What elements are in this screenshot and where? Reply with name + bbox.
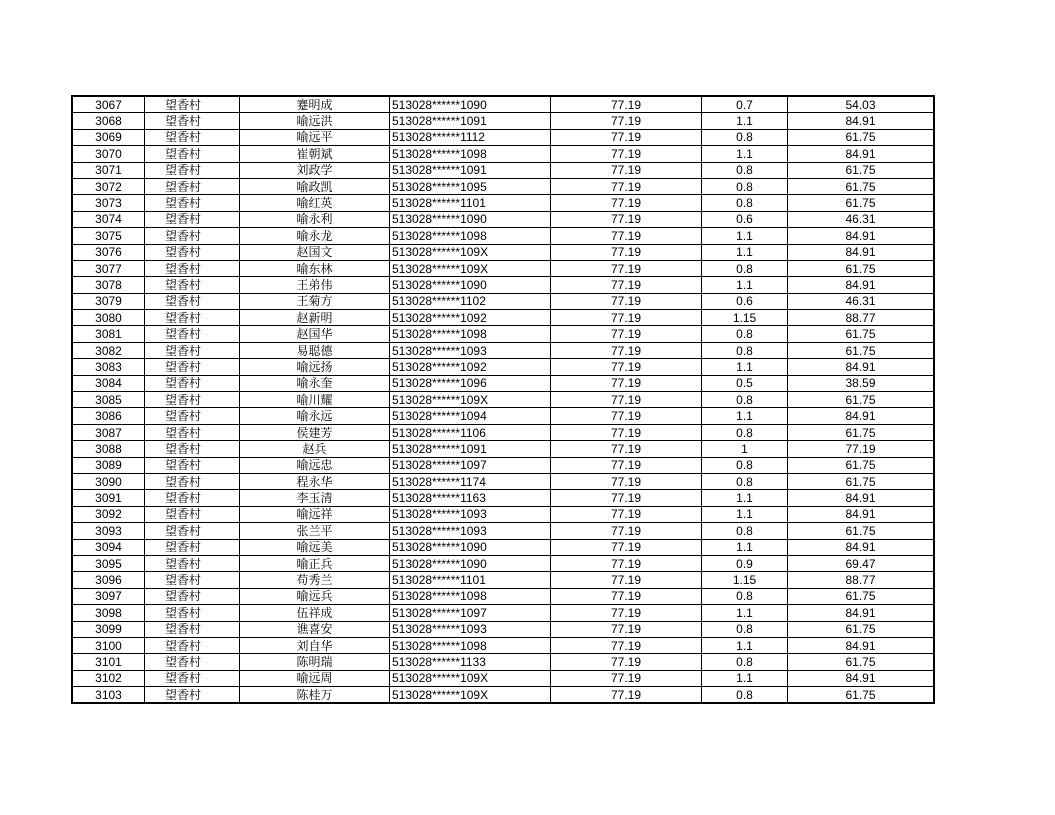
cell-coefficient: 0.8 xyxy=(702,178,788,194)
cell-person-name: 陈明瑞 xyxy=(240,654,390,670)
cell-subsidy-amount: 61.75 xyxy=(788,654,935,670)
cell-person-name: 蹇明成 xyxy=(240,96,390,113)
cell-subsidy-amount: 84.91 xyxy=(788,228,935,244)
table-row xyxy=(72,211,934,227)
table-row xyxy=(72,572,934,588)
table-row xyxy=(72,113,934,129)
cell-subsidy-amount: 61.75 xyxy=(788,473,935,489)
table-row xyxy=(72,195,934,211)
cell-village: 望香村 xyxy=(145,129,240,145)
table-row xyxy=(72,441,934,457)
cell-person-name: 喻远扬 xyxy=(240,359,390,375)
table-row xyxy=(72,293,934,309)
cell-serial-number: 3080 xyxy=(72,310,145,326)
cell-subsidy-amount: 61.75 xyxy=(788,392,935,408)
cell-subsidy-amount: 61.75 xyxy=(788,195,935,211)
cell-subsidy-amount: 61.75 xyxy=(788,326,935,342)
cell-serial-number: 3081 xyxy=(72,326,145,342)
cell-subsidy-amount: 61.75 xyxy=(788,424,935,440)
cell-base-amount: 77.19 xyxy=(551,572,702,588)
cell-id-number: 513028******109X xyxy=(390,670,551,686)
table-row xyxy=(72,146,934,162)
table-row xyxy=(72,408,934,424)
cell-subsidy-amount: 84.91 xyxy=(788,113,935,129)
cell-village: 望香村 xyxy=(145,392,240,408)
cell-serial-number: 3079 xyxy=(72,293,145,309)
cell-id-number: 513028******1093 xyxy=(390,506,551,522)
cell-subsidy-amount: 61.75 xyxy=(788,162,935,178)
cell-base-amount: 77.19 xyxy=(551,178,702,194)
cell-serial-number: 3089 xyxy=(72,457,145,473)
cell-serial-number: 3100 xyxy=(72,637,145,653)
cell-coefficient: 1 xyxy=(702,441,788,457)
cell-person-name: 喻正兵 xyxy=(240,555,390,571)
cell-id-number: 513028******1090 xyxy=(390,539,551,555)
cell-subsidy-amount: 84.91 xyxy=(788,244,935,260)
cell-serial-number: 3093 xyxy=(72,523,145,539)
cell-id-number: 513028******1101 xyxy=(390,195,551,211)
table-row xyxy=(72,687,934,704)
cell-village: 望香村 xyxy=(145,605,240,621)
table-row xyxy=(72,473,934,489)
cell-base-amount: 77.19 xyxy=(551,605,702,621)
table-row xyxy=(72,555,934,571)
cell-id-number: 513028******1091 xyxy=(390,441,551,457)
cell-coefficient: 1.1 xyxy=(702,146,788,162)
cell-subsidy-amount: 84.91 xyxy=(788,539,935,555)
cell-serial-number: 3071 xyxy=(72,162,145,178)
cell-village: 望香村 xyxy=(145,654,240,670)
cell-id-number: 513028******1101 xyxy=(390,572,551,588)
cell-coefficient: 0.8 xyxy=(702,326,788,342)
cell-village: 望香村 xyxy=(145,260,240,276)
cell-base-amount: 77.19 xyxy=(551,375,702,391)
table-body xyxy=(72,96,934,703)
cell-base-amount: 77.19 xyxy=(551,342,702,358)
cell-base-amount: 77.19 xyxy=(551,326,702,342)
cell-subsidy-amount: 69.47 xyxy=(788,555,935,571)
cell-id-number: 513028******109X xyxy=(390,392,551,408)
table-row xyxy=(72,637,934,653)
cell-serial-number: 3078 xyxy=(72,277,145,293)
cell-person-name: 喻远祥 xyxy=(240,506,390,522)
table-row xyxy=(72,310,934,326)
cell-person-name: 喻远兵 xyxy=(240,588,390,604)
cell-subsidy-amount: 84.91 xyxy=(788,359,935,375)
cell-coefficient: 0.8 xyxy=(702,588,788,604)
cell-coefficient: 1.1 xyxy=(702,113,788,129)
cell-base-amount: 77.19 xyxy=(551,277,702,293)
cell-serial-number: 3075 xyxy=(72,228,145,244)
cell-id-number: 513028******1093 xyxy=(390,342,551,358)
cell-serial-number: 3068 xyxy=(72,113,145,129)
table-row xyxy=(72,392,934,408)
cell-serial-number: 3077 xyxy=(72,260,145,276)
cell-base-amount: 77.19 xyxy=(551,211,702,227)
cell-coefficient: 1.1 xyxy=(702,670,788,686)
cell-person-name: 赵国文 xyxy=(240,244,390,260)
cell-serial-number: 3097 xyxy=(72,588,145,604)
cell-subsidy-amount: 88.77 xyxy=(788,572,935,588)
cell-id-number: 513028******1097 xyxy=(390,457,551,473)
cell-base-amount: 77.19 xyxy=(551,162,702,178)
cell-id-number: 513028******1093 xyxy=(390,523,551,539)
table-row xyxy=(72,605,934,621)
cell-serial-number: 3074 xyxy=(72,211,145,227)
cell-coefficient: 1.1 xyxy=(702,605,788,621)
cell-serial-number: 3067 xyxy=(72,96,145,113)
cell-base-amount: 77.19 xyxy=(551,293,702,309)
cell-serial-number: 3070 xyxy=(72,146,145,162)
cell-serial-number: 3102 xyxy=(72,670,145,686)
cell-village: 望香村 xyxy=(145,441,240,457)
cell-village: 望香村 xyxy=(145,326,240,342)
cell-base-amount: 77.19 xyxy=(551,490,702,506)
table-row xyxy=(72,457,934,473)
table-row xyxy=(72,326,934,342)
cell-coefficient: 1.1 xyxy=(702,539,788,555)
cell-id-number: 513028******1090 xyxy=(390,555,551,571)
cell-person-name: 苟秀兰 xyxy=(240,572,390,588)
cell-person-name: 喻永龙 xyxy=(240,228,390,244)
cell-base-amount: 77.19 xyxy=(551,96,702,113)
cell-coefficient: 0.8 xyxy=(702,457,788,473)
cell-serial-number: 3098 xyxy=(72,605,145,621)
cell-subsidy-amount: 61.75 xyxy=(788,342,935,358)
cell-person-name: 喻永利 xyxy=(240,211,390,227)
cell-coefficient: 0.8 xyxy=(702,654,788,670)
cell-village: 望香村 xyxy=(145,195,240,211)
cell-base-amount: 77.19 xyxy=(551,506,702,522)
cell-subsidy-amount: 61.75 xyxy=(788,621,935,637)
cell-subsidy-amount: 88.77 xyxy=(788,310,935,326)
cell-person-name: 侯建芳 xyxy=(240,424,390,440)
cell-base-amount: 77.19 xyxy=(551,637,702,653)
cell-person-name: 陈桂万 xyxy=(240,687,390,704)
cell-coefficient: 0.8 xyxy=(702,523,788,539)
cell-serial-number: 3094 xyxy=(72,539,145,555)
cell-id-number: 513028******1098 xyxy=(390,146,551,162)
cell-person-name: 喻远周 xyxy=(240,670,390,686)
cell-base-amount: 77.19 xyxy=(551,228,702,244)
cell-person-name: 喻红英 xyxy=(240,195,390,211)
cell-id-number: 513028******1090 xyxy=(390,211,551,227)
cell-base-amount: 77.19 xyxy=(551,457,702,473)
table-row xyxy=(72,506,934,522)
cell-person-name: 喻东林 xyxy=(240,260,390,276)
cell-serial-number: 3092 xyxy=(72,506,145,522)
cell-serial-number: 3088 xyxy=(72,441,145,457)
cell-serial-number: 3087 xyxy=(72,424,145,440)
cell-serial-number: 3086 xyxy=(72,408,145,424)
cell-village: 望香村 xyxy=(145,490,240,506)
cell-serial-number: 3101 xyxy=(72,654,145,670)
cell-subsidy-amount: 54.03 xyxy=(788,96,935,113)
table-row xyxy=(72,162,934,178)
cell-serial-number: 3095 xyxy=(72,555,145,571)
cell-person-name: 喻政凯 xyxy=(240,178,390,194)
table-row xyxy=(72,96,934,113)
cell-person-name: 喻川耀 xyxy=(240,392,390,408)
cell-subsidy-amount: 61.75 xyxy=(788,457,935,473)
cell-base-amount: 77.19 xyxy=(551,670,702,686)
cell-coefficient: 0.8 xyxy=(702,687,788,704)
cell-subsidy-amount: 84.91 xyxy=(788,605,935,621)
cell-base-amount: 77.19 xyxy=(551,539,702,555)
cell-coefficient: 0.8 xyxy=(702,424,788,440)
cell-coefficient: 0.8 xyxy=(702,195,788,211)
cell-base-amount: 77.19 xyxy=(551,654,702,670)
table-row xyxy=(72,129,934,145)
cell-person-name: 赵新明 xyxy=(240,310,390,326)
cell-coefficient: 1.1 xyxy=(702,244,788,260)
cell-coefficient: 0.8 xyxy=(702,342,788,358)
cell-village: 望香村 xyxy=(145,424,240,440)
cell-village: 望香村 xyxy=(145,457,240,473)
cell-id-number: 513028******1098 xyxy=(390,228,551,244)
cell-person-name: 喻永远 xyxy=(240,408,390,424)
cell-village: 望香村 xyxy=(145,293,240,309)
cell-base-amount: 77.19 xyxy=(551,473,702,489)
cell-subsidy-amount: 84.91 xyxy=(788,146,935,162)
cell-id-number: 513028******1092 xyxy=(390,359,551,375)
cell-person-name: 喻永奎 xyxy=(240,375,390,391)
table-row xyxy=(72,588,934,604)
table-row xyxy=(72,654,934,670)
cell-village: 望香村 xyxy=(145,687,240,704)
cell-serial-number: 3090 xyxy=(72,473,145,489)
table-row xyxy=(72,539,934,555)
cell-village: 望香村 xyxy=(145,310,240,326)
cell-subsidy-amount: 61.75 xyxy=(788,129,935,145)
cell-coefficient: 1.1 xyxy=(702,408,788,424)
data-sheet xyxy=(71,95,935,704)
cell-serial-number: 3099 xyxy=(72,621,145,637)
cell-coefficient: 1.1 xyxy=(702,506,788,522)
cell-base-amount: 77.19 xyxy=(551,129,702,145)
cell-subsidy-amount: 84.91 xyxy=(788,637,935,653)
cell-subsidy-amount: 61.75 xyxy=(788,523,935,539)
cell-id-number: 513028******1163 xyxy=(390,490,551,506)
cell-base-amount: 77.19 xyxy=(551,408,702,424)
cell-base-amount: 77.19 xyxy=(551,687,702,704)
table-row xyxy=(72,178,934,194)
table-row xyxy=(72,523,934,539)
cell-coefficient: 0.8 xyxy=(702,162,788,178)
cell-person-name: 张兰平 xyxy=(240,523,390,539)
cell-village: 望香村 xyxy=(145,572,240,588)
cell-base-amount: 77.19 xyxy=(551,260,702,276)
cell-id-number: 513028******1174 xyxy=(390,473,551,489)
cell-id-number: 513028******1090 xyxy=(390,277,551,293)
table-row xyxy=(72,228,934,244)
cell-id-number: 513028******1098 xyxy=(390,637,551,653)
cell-subsidy-amount: 84.91 xyxy=(788,408,935,424)
cell-serial-number: 3103 xyxy=(72,687,145,704)
cell-village: 望香村 xyxy=(145,178,240,194)
subsidy-table xyxy=(71,95,935,704)
cell-village: 望香村 xyxy=(145,539,240,555)
cell-person-name: 喻远忠 xyxy=(240,457,390,473)
cell-base-amount: 77.19 xyxy=(551,424,702,440)
table-row xyxy=(72,359,934,375)
cell-id-number: 513028******1102 xyxy=(390,293,551,309)
cell-village: 望香村 xyxy=(145,555,240,571)
cell-subsidy-amount: 84.91 xyxy=(788,670,935,686)
cell-id-number: 513028******1098 xyxy=(390,588,551,604)
cell-base-amount: 77.19 xyxy=(551,621,702,637)
cell-serial-number: 3082 xyxy=(72,342,145,358)
table-row xyxy=(72,490,934,506)
cell-person-name: 刘政学 xyxy=(240,162,390,178)
cell-village: 望香村 xyxy=(145,473,240,489)
cell-subsidy-amount: 61.75 xyxy=(788,178,935,194)
cell-serial-number: 3076 xyxy=(72,244,145,260)
cell-village: 望香村 xyxy=(145,277,240,293)
cell-subsidy-amount: 84.91 xyxy=(788,490,935,506)
cell-village: 望香村 xyxy=(145,211,240,227)
cell-village: 望香村 xyxy=(145,162,240,178)
cell-person-name: 喻远美 xyxy=(240,539,390,555)
cell-id-number: 513028******109X xyxy=(390,687,551,704)
cell-base-amount: 77.19 xyxy=(551,146,702,162)
cell-coefficient: 0.8 xyxy=(702,621,788,637)
cell-village: 望香村 xyxy=(145,342,240,358)
cell-base-amount: 77.19 xyxy=(551,113,702,129)
cell-base-amount: 77.19 xyxy=(551,523,702,539)
cell-person-name: 伍祥成 xyxy=(240,605,390,621)
cell-subsidy-amount: 84.91 xyxy=(788,506,935,522)
cell-coefficient: 0.8 xyxy=(702,260,788,276)
cell-id-number: 513028******109X xyxy=(390,244,551,260)
cell-id-number: 513028******1093 xyxy=(390,621,551,637)
cell-village: 望香村 xyxy=(145,375,240,391)
cell-person-name: 喻远洪 xyxy=(240,113,390,129)
cell-base-amount: 77.19 xyxy=(551,392,702,408)
table-row xyxy=(72,244,934,260)
table-row xyxy=(72,621,934,637)
table-row xyxy=(72,670,934,686)
cell-id-number: 513028******1133 xyxy=(390,654,551,670)
cell-id-number: 513028******1112 xyxy=(390,129,551,145)
cell-base-amount: 77.19 xyxy=(551,244,702,260)
cell-coefficient: 0.8 xyxy=(702,473,788,489)
cell-subsidy-amount: 61.75 xyxy=(788,260,935,276)
cell-person-name: 崔朝斌 xyxy=(240,146,390,162)
cell-person-name: 谯喜安 xyxy=(240,621,390,637)
cell-coefficient: 1.1 xyxy=(702,637,788,653)
cell-coefficient: 0.7 xyxy=(702,96,788,113)
cell-village: 望香村 xyxy=(145,506,240,522)
cell-coefficient: 1.1 xyxy=(702,359,788,375)
cell-base-amount: 77.19 xyxy=(551,441,702,457)
cell-coefficient: 1.15 xyxy=(702,572,788,588)
cell-serial-number: 3096 xyxy=(72,572,145,588)
cell-coefficient: 0.6 xyxy=(702,293,788,309)
cell-serial-number: 3084 xyxy=(72,375,145,391)
cell-base-amount: 77.19 xyxy=(551,555,702,571)
cell-village: 望香村 xyxy=(145,228,240,244)
cell-village: 望香村 xyxy=(145,670,240,686)
cell-serial-number: 3091 xyxy=(72,490,145,506)
cell-id-number: 513028******1098 xyxy=(390,326,551,342)
cell-subsidy-amount: 61.75 xyxy=(788,588,935,604)
table-row xyxy=(72,342,934,358)
table-row xyxy=(72,260,934,276)
cell-person-name: 赵国华 xyxy=(240,326,390,342)
cell-village: 望香村 xyxy=(145,637,240,653)
cell-subsidy-amount: 61.75 xyxy=(788,687,935,704)
cell-id-number: 513028******1091 xyxy=(390,162,551,178)
cell-person-name: 喻远平 xyxy=(240,129,390,145)
cell-person-name: 王弟伟 xyxy=(240,277,390,293)
cell-coefficient: 0.8 xyxy=(702,392,788,408)
cell-village: 望香村 xyxy=(145,588,240,604)
cell-coefficient: 0.9 xyxy=(702,555,788,571)
cell-coefficient: 0.6 xyxy=(702,211,788,227)
cell-id-number: 513028******1095 xyxy=(390,178,551,194)
cell-id-number: 513028******1091 xyxy=(390,113,551,129)
cell-village: 望香村 xyxy=(145,113,240,129)
cell-base-amount: 77.19 xyxy=(551,588,702,604)
cell-subsidy-amount: 77.19 xyxy=(788,441,935,457)
cell-person-name: 王菊方 xyxy=(240,293,390,309)
cell-id-number: 513028******109X xyxy=(390,260,551,276)
cell-village: 望香村 xyxy=(145,408,240,424)
cell-base-amount: 77.19 xyxy=(551,195,702,211)
cell-village: 望香村 xyxy=(145,621,240,637)
cell-base-amount: 77.19 xyxy=(551,310,702,326)
cell-person-name: 易聪德 xyxy=(240,342,390,358)
cell-coefficient: 0.5 xyxy=(702,375,788,391)
cell-person-name: 刘自华 xyxy=(240,637,390,653)
cell-coefficient: 1.1 xyxy=(702,490,788,506)
cell-coefficient: 1.15 xyxy=(702,310,788,326)
cell-id-number: 513028******1092 xyxy=(390,310,551,326)
cell-coefficient: 0.8 xyxy=(702,129,788,145)
cell-person-name: 程永华 xyxy=(240,473,390,489)
cell-village: 望香村 xyxy=(145,146,240,162)
cell-id-number: 513028******1090 xyxy=(390,96,551,113)
table-row xyxy=(72,424,934,440)
table-row xyxy=(72,375,934,391)
cell-coefficient: 1.1 xyxy=(702,277,788,293)
cell-id-number: 513028******1097 xyxy=(390,605,551,621)
cell-serial-number: 3083 xyxy=(72,359,145,375)
cell-village: 望香村 xyxy=(145,359,240,375)
cell-village: 望香村 xyxy=(145,523,240,539)
cell-id-number: 513028******1094 xyxy=(390,408,551,424)
cell-subsidy-amount: 46.31 xyxy=(788,211,935,227)
cell-person-name: 赵兵 xyxy=(240,441,390,457)
cell-base-amount: 77.19 xyxy=(551,359,702,375)
cell-coefficient: 1.1 xyxy=(702,228,788,244)
cell-subsidy-amount: 46.31 xyxy=(788,293,935,309)
table-row xyxy=(72,277,934,293)
cell-serial-number: 3085 xyxy=(72,392,145,408)
cell-id-number: 513028******1106 xyxy=(390,424,551,440)
cell-serial-number: 3069 xyxy=(72,129,145,145)
cell-person-name: 李玉清 xyxy=(240,490,390,506)
cell-serial-number: 3073 xyxy=(72,195,145,211)
cell-subsidy-amount: 38.59 xyxy=(788,375,935,391)
cell-id-number: 513028******1096 xyxy=(390,375,551,391)
cell-serial-number: 3072 xyxy=(72,178,145,194)
cell-village: 望香村 xyxy=(145,96,240,113)
cell-subsidy-amount: 84.91 xyxy=(788,277,935,293)
cell-village: 望香村 xyxy=(145,244,240,260)
